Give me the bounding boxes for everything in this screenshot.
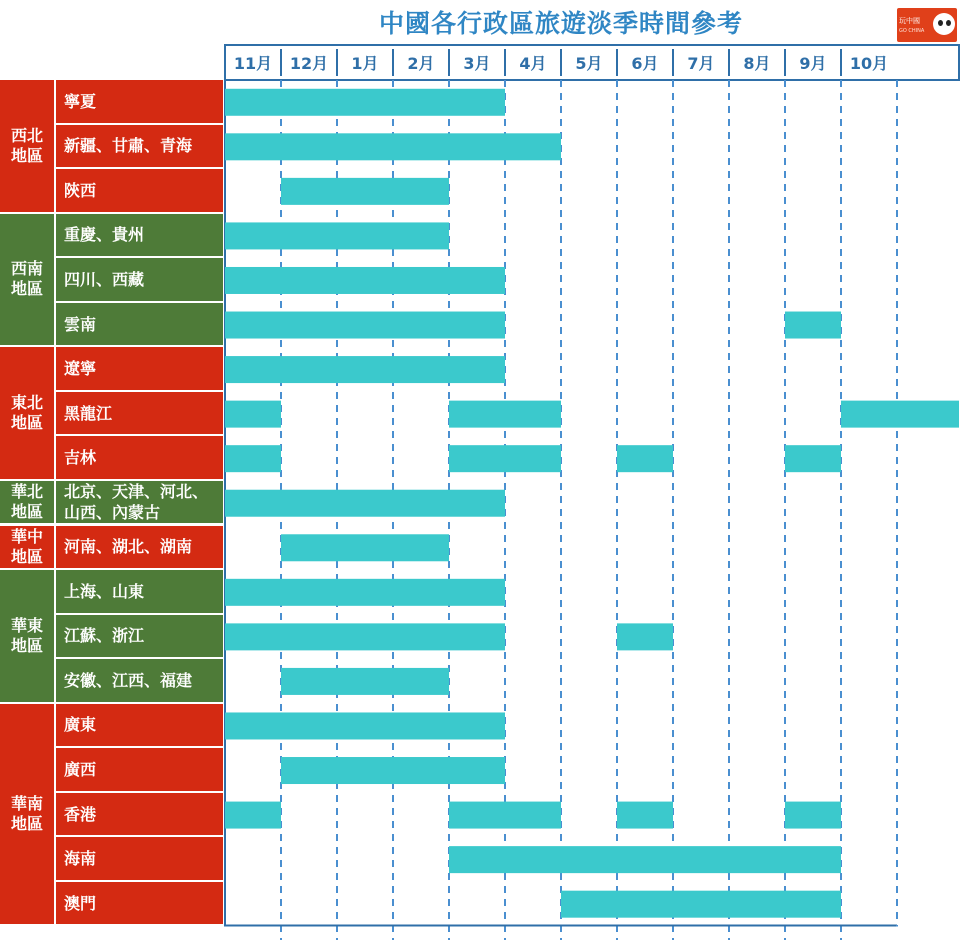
- province-label: 香港: [56, 793, 223, 838]
- month-label: 5月: [575, 54, 603, 73]
- region-label-text: 華東地區: [10, 615, 43, 655]
- province-label: 寧夏: [56, 80, 223, 125]
- region-label-text: 華北地區: [10, 482, 43, 522]
- offseason-bar: [617, 445, 673, 472]
- offseason-bar: [225, 312, 505, 339]
- month-label: 2月: [407, 54, 435, 73]
- region-label-text: 華中地區: [10, 526, 43, 566]
- province-label: 安徽、江西、福建: [56, 659, 223, 704]
- month-label: 3月: [463, 54, 491, 73]
- province-label: 澳門: [56, 882, 223, 927]
- offseason-bar: [561, 891, 841, 918]
- province-label: 廣東: [56, 704, 223, 749]
- offseason-bar: [225, 133, 561, 160]
- province-label: 江蘇、浙江: [56, 615, 223, 660]
- offseason-bar: [281, 757, 505, 784]
- offseason-bar: [617, 623, 673, 650]
- offseason-bar: [449, 846, 841, 873]
- month-label: 7月: [687, 54, 715, 73]
- province-label: 重慶、貴州: [56, 214, 223, 259]
- offseason-bar: [225, 712, 505, 739]
- offseason-bar: [281, 534, 449, 561]
- province-label: 北京、天津、河北、山西、內蒙古: [56, 481, 223, 526]
- offseason-bar: [225, 623, 505, 650]
- offseason-bar: [225, 267, 505, 294]
- offseason-bar: [225, 222, 449, 249]
- offseason-bar: [449, 445, 561, 472]
- page-title: 中國各行政區旅遊淡季時間參考: [378, 9, 743, 38]
- offseason-bar: [281, 668, 449, 695]
- province-label: 新疆、甘肅、青海: [56, 125, 223, 170]
- offseason-bar: [449, 802, 561, 829]
- offseason-bar: [281, 178, 449, 205]
- logo-text: 玩中國: [899, 17, 920, 25]
- region-label-text: 東北地區: [10, 393, 43, 433]
- offseason-bar: [449, 401, 561, 428]
- province-label: 上海、山東: [56, 570, 223, 615]
- offseason-bar: [225, 356, 505, 383]
- month-label: 9月: [799, 54, 827, 73]
- province-label: 廣西: [56, 748, 223, 793]
- region-label-text: 華南地區: [10, 794, 43, 834]
- month-label: 1月: [351, 54, 379, 73]
- province-label: 陝西: [56, 169, 223, 214]
- offseason-bar: [785, 445, 841, 472]
- offseason-bar: [225, 802, 281, 829]
- logo-subtext: GO CHINA: [899, 28, 925, 34]
- province-label: 海南: [56, 837, 223, 882]
- offseason-bar: [785, 312, 841, 339]
- region-label-text: 西南地區: [10, 259, 43, 299]
- month-label: 12月: [289, 54, 329, 73]
- month-label: 4月: [519, 54, 547, 73]
- province-label: 黑龍江: [56, 392, 223, 437]
- province-label: 雲南: [56, 303, 223, 348]
- month-label: 10月: [849, 54, 889, 73]
- offseason-bar: [225, 445, 281, 472]
- offseason-bar: [617, 802, 673, 829]
- month-label: 11月: [233, 54, 273, 73]
- region-label-text: 西北地區: [10, 125, 43, 165]
- province-label: 四川、西藏: [56, 258, 223, 303]
- offseason-bar: [225, 579, 505, 606]
- offseason-bar: [841, 401, 959, 428]
- province-label: 河南、湖北、湖南: [56, 526, 223, 571]
- province-label: 吉林: [56, 436, 223, 481]
- offseason-bar: [785, 802, 841, 829]
- offseason-bar: [225, 401, 281, 428]
- offseason-bar: [225, 490, 505, 517]
- month-label: 8月: [743, 54, 771, 73]
- month-label: 6月: [631, 54, 659, 73]
- province-label: 遼寧: [56, 347, 223, 392]
- offseason-bar: [225, 89, 505, 116]
